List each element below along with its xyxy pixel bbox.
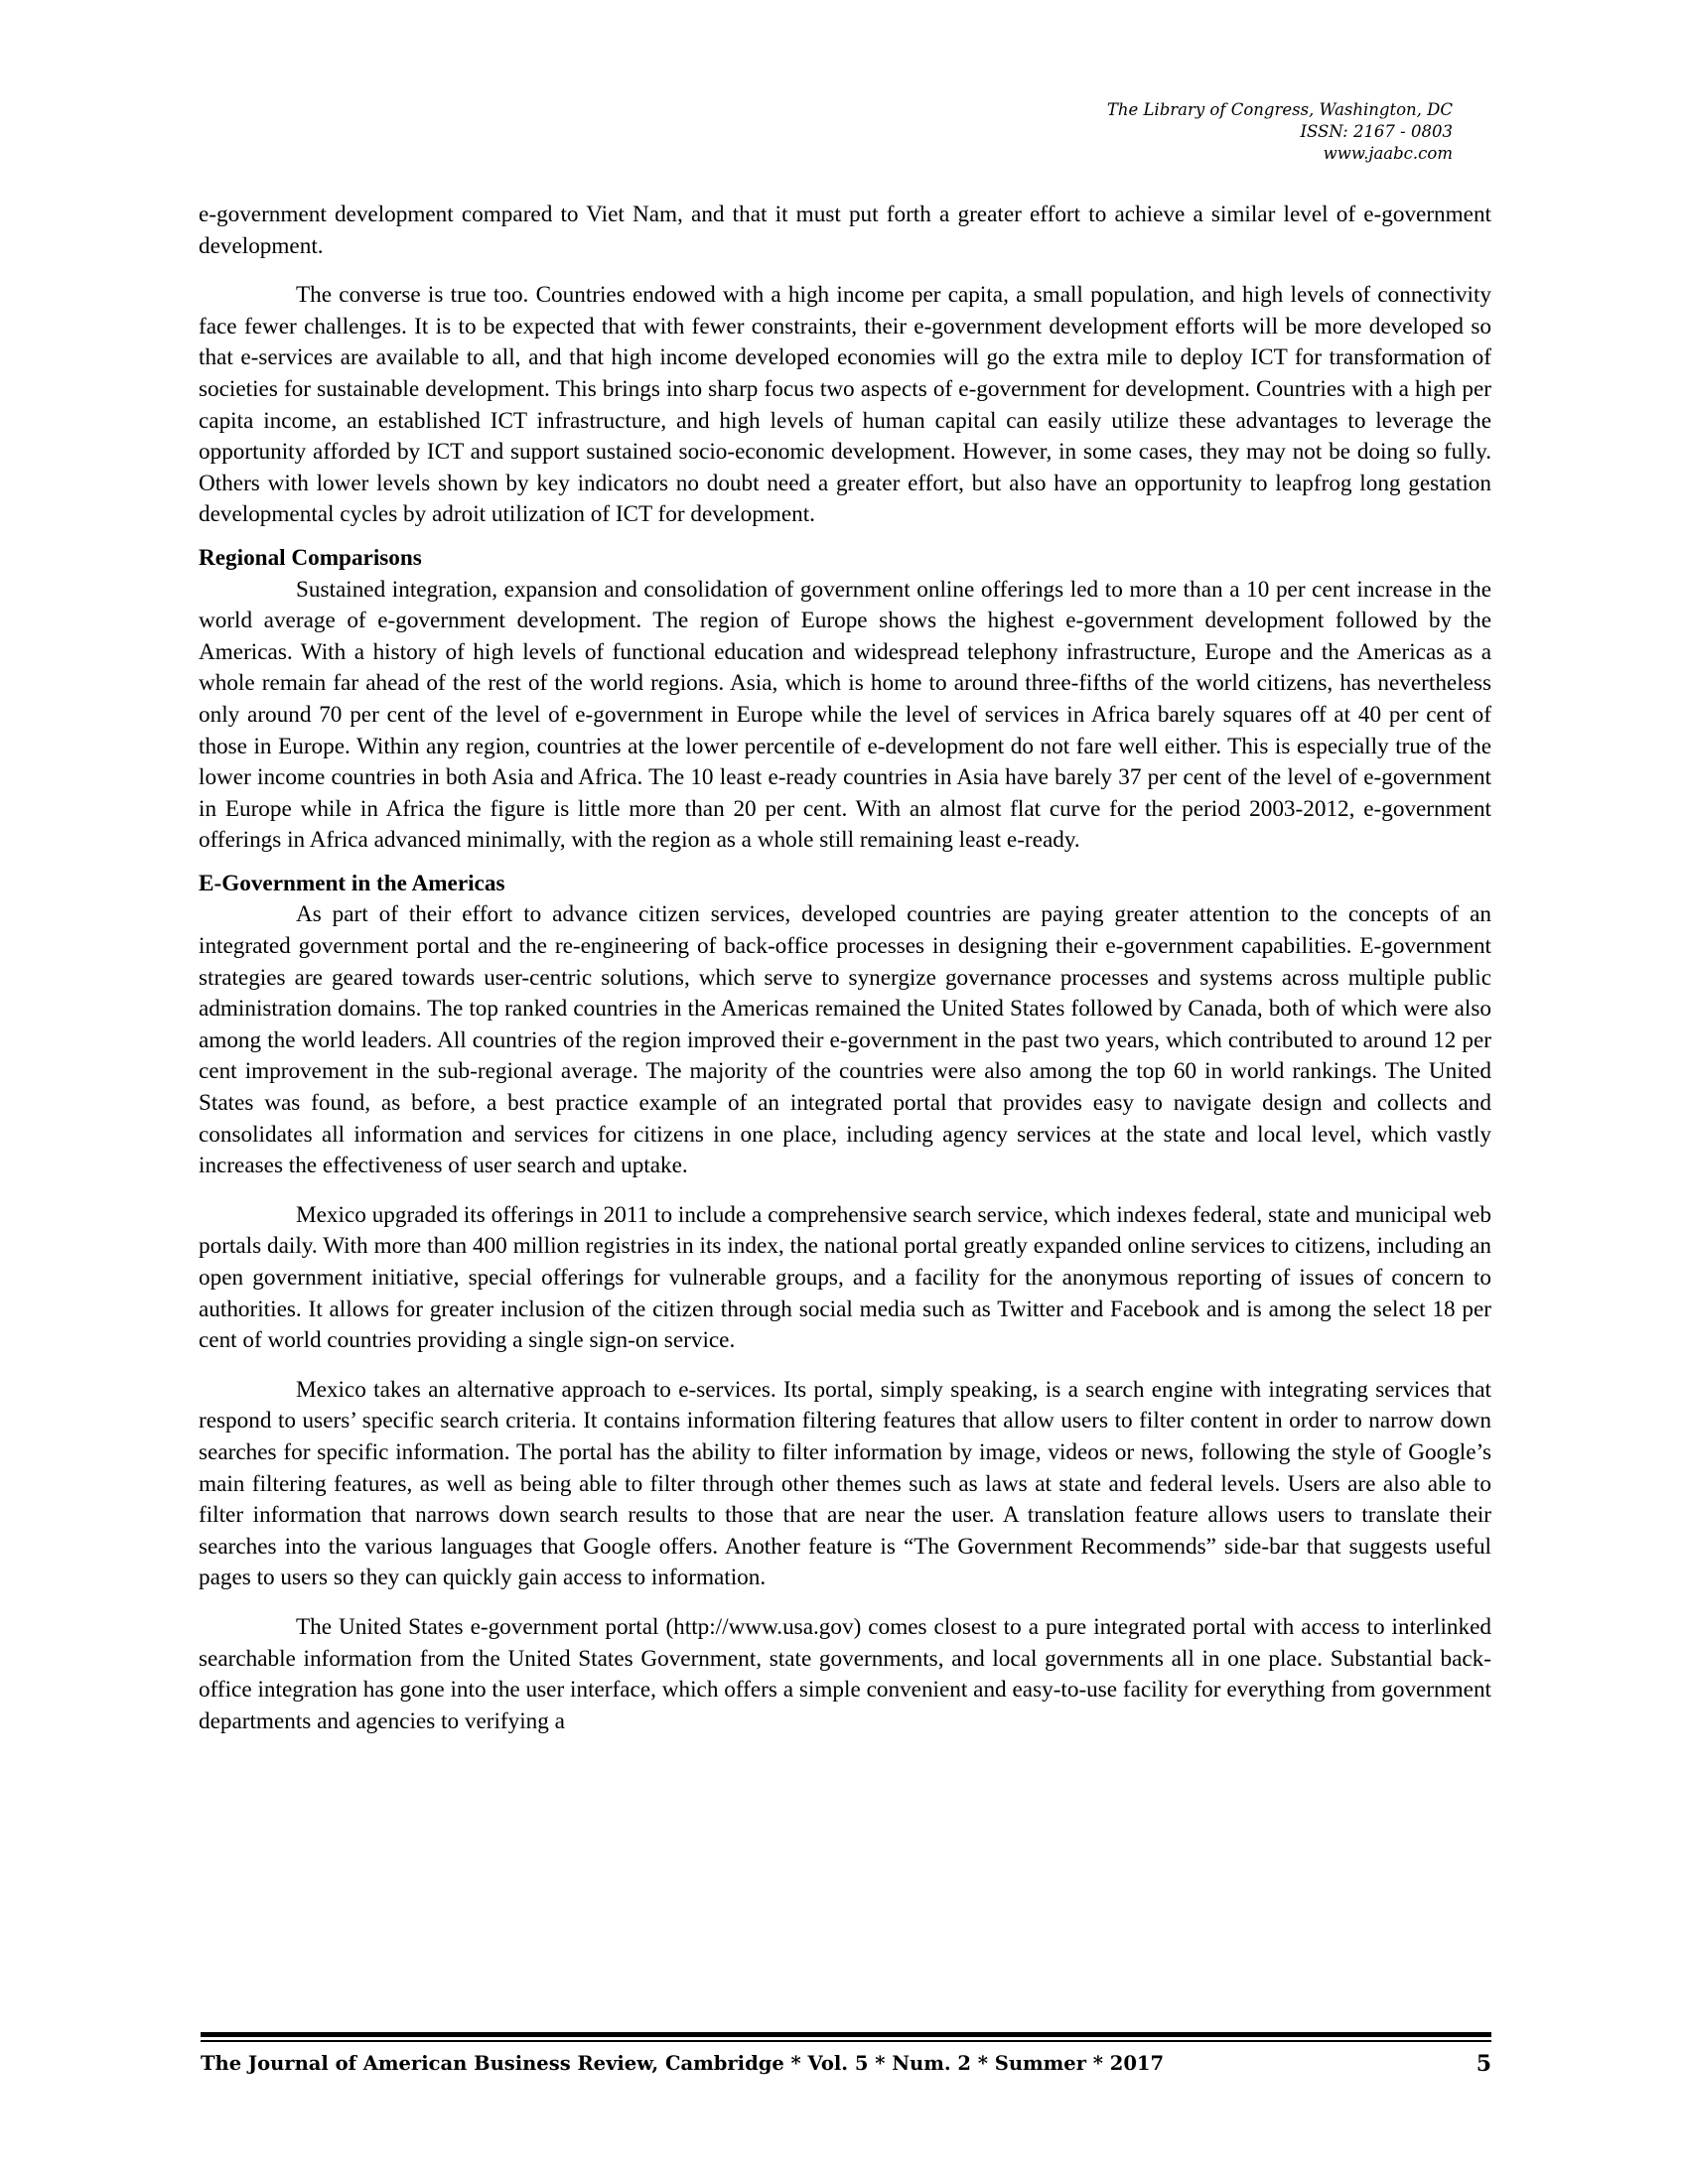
header-website-line: www.jaabc.com (1323, 144, 1453, 163)
section-heading-regional: Regional Comparisons (199, 544, 422, 571)
paragraph-mexico-approach: Mexico takes an alternative approach to e-services. Its portal, simply speaking, is a search engine with integrating services that respond to users’ specific search criteria. It contains information filtering features that allow users to filter content in order to narrow down searches for specific information. The portal has the ability to filter information by image, videos or news, following the style of Google’s main filtering features, as well as being able to filter through other themes such as laws at state and federal levels. Users are also able to filter information that narrows down search results to those that are near the user. A translation feature allows users to translate their searches into the various languages that Google offers. Another feature is “The Government Recommends” side-bar that suggests useful pages to users so they can quickly gain access to information. (199, 1376, 1491, 1591)
header-library-line: The Library of Congress, Washington, DC (1106, 100, 1453, 119)
paragraph-americas: As part of their effort to advance citizen services, developed countries are paying greater attention to the concepts of an integrated government portal and the re-engineering of back-office processes in designing their e-government capabilities. E-government strategies are geared towards user-centric solutions, which serve to synergize governance processes and systems across multiple public administration domains. The top ranked countries in the Americas remained the United States followed by Canada, both of which were also among the world leaders. All countries of the region improved their e-government in the past two years, which contributed to around 12 per cent improvement in the sub-regional average. The majority of the countries were also among the top 60 in world rankings. The United States was found, as before, a best practice example of an integrated portal that provides easy to navigate design and collects and consolidates all information and services for citizens in one place, including agency services at the state and local level, which vastly increases the effectiveness of user search and uptake. (199, 901, 1491, 1179)
paragraph-converse: The converse is true too. Countries endowed with a high income per capita, a small population, and high levels of connectivity face fewer challenges. It is to be expected that with fewer constraints, their e-government development efforts will be more developed so that e-services are available to all, and that high income developed economies will go the extra mile to deploy ICT for transformation of societies for sustainable development. This brings into sharp focus two aspects of e-government for development. Countries with a high per capita income, an established ICT infrastructure, and high levels of human capital can easily utilize these advantages to leverage the opportunity afforded by ICT and support sustained socio-economic development. However, in some cases, they may not be doing so fully. Others with lower levels shown by key indicators no doubt need a greater effort, but also have an opportunity to leapfrog long gestation developmental cycles by adroit utilization of ICT for development. (199, 282, 1491, 528)
paragraph-intro: e-government development compared to Viet Nam, and that it must put forth a greater effort to achieve a similar level of e-government development. (199, 202, 1491, 259)
article-body (199, 200, 1491, 1737)
section-heading-americas: E-Government in the Americas (199, 870, 505, 896)
running-header (1107, 99, 1453, 165)
footer-divider-thick (201, 2032, 1491, 2037)
header-issn-line: ISSN: 2167 - 0803 (1300, 122, 1453, 141)
paragraph-regional: Sustained integration, expansion and consolidation of government online offerings led to more than a 10 per cent increase in the world average of e-government development. The region of Europe shows the highest e-government development followed by the Americas. With a history of high levels of functional education and widespread telephony infrastructure, Europe and the Americas as a whole remain far ahead of the rest of the world regions. Asia, which is home to around three-fifths of the world citizens, has nevertheless only around 70 per cent of the level of e-government in Europe while the level of services in Africa barely squares off at 40 per cent of those in Europe. Within any region, countries at the lower percentile of e-development do not fare well either. This is especially true of the lower income countries in both Asia and Africa. The 10 least e-ready countries in Asia have barely 37 per cent of the level of e-government in Europe while in Africa the figure is little more than 20 per cent. With an almost flat curve for the period 2003-2012, e-government offerings in Africa advanced minimally, with the region as a whole still remaining least e-ready. (199, 576, 1491, 854)
footer-divider-thin (201, 2040, 1491, 2042)
footer-journal-citation: The Journal of American Business Review, Cambridge * Vol. 5 * Num. 2 * Summer * 2017 (201, 2052, 1165, 2075)
page-number: 5 (1476, 2051, 1491, 2077)
paragraph-mexico-upgrade: Mexico upgraded its offerings in 2011 to include a comprehensive search service, which indexes federal, state and municipal web portals daily. With more than 400 million registries in its index, the national portal greatly expanded online services to citizens, including an open government initiative, special offerings for vulnerable groups, and a facility for the anonymous reporting of issues of concern to authorities. It allows for greater inclusion of the citizen through social media such as Twitter and Facebook and is among the select 18 per cent of world countries providing a single sign-on service. (199, 1201, 1491, 1354)
paragraph-usa-portal: The United States e-government portal (http://www.usa.gov) comes closest to a pure integrated portal with access to interlinked searchable information from the United States Government, state governments, and local governments all in one place. Substantial back-office integration has gone into the user interface, which offers a simple convenient and easy-to-use facility for everything from government departments and agencies to verifying a (199, 1613, 1491, 1734)
